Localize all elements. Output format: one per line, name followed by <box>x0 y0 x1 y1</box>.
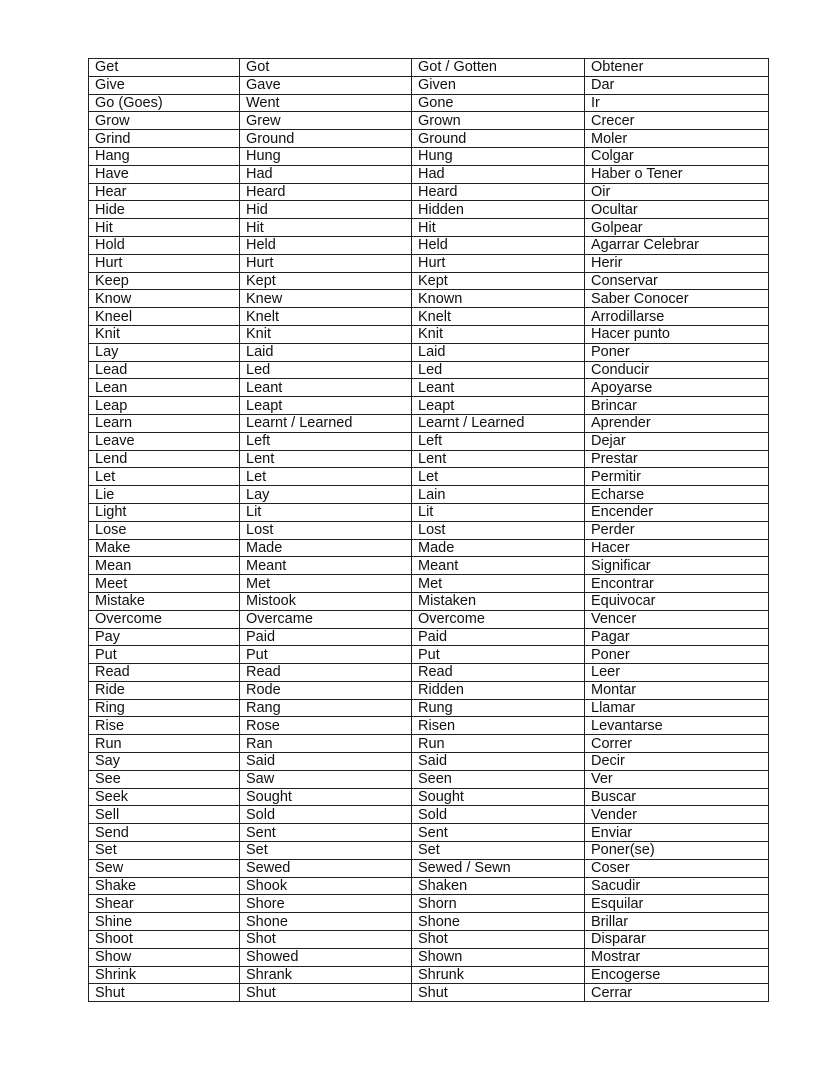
past-simple-cell: Held <box>240 236 412 254</box>
table-row <box>89 735 769 753</box>
table-row <box>89 112 769 130</box>
past-simple-cell: Leapt <box>240 397 412 415</box>
table-row <box>89 76 769 94</box>
base-form-cell: Hide <box>89 201 240 219</box>
table-row <box>89 147 769 165</box>
table-row <box>89 717 769 735</box>
past-simple-cell: Shore <box>240 895 412 913</box>
translation-cell: Brillar <box>585 913 769 931</box>
base-form-cell: Sew <box>89 859 240 877</box>
past-simple-cell: Set <box>240 842 412 860</box>
base-form-cell: Lend <box>89 450 240 468</box>
translation-cell: Hacer <box>585 539 769 557</box>
past-simple-cell: Lost <box>240 521 412 539</box>
past-participle-cell: Read <box>412 664 585 682</box>
translation-cell: Aprender <box>585 414 769 432</box>
past-simple-cell: Lay <box>240 486 412 504</box>
translation-cell: Enviar <box>585 824 769 842</box>
translation-cell: Pagar <box>585 628 769 646</box>
past-participle-cell: Ground <box>412 130 585 148</box>
past-participle-cell: Given <box>412 76 585 94</box>
translation-cell: Obtener <box>585 59 769 77</box>
past-participle-cell: Lit <box>412 503 585 521</box>
translation-cell: Poner <box>585 343 769 361</box>
table-row <box>89 254 769 272</box>
translation-cell: Apoyarse <box>585 379 769 397</box>
past-participle-cell: Left <box>412 432 585 450</box>
table-row <box>89 913 769 931</box>
base-form-cell: Ride <box>89 681 240 699</box>
base-form-cell: Seek <box>89 788 240 806</box>
base-form-cell: Lean <box>89 379 240 397</box>
translation-cell: Cerrar <box>585 984 769 1002</box>
base-form-cell: Mean <box>89 557 240 575</box>
past-participle-cell: Lain <box>412 486 585 504</box>
translation-cell: Encontrar <box>585 575 769 593</box>
past-participle-cell: Shown <box>412 948 585 966</box>
base-form-cell: Know <box>89 290 240 308</box>
translation-cell: Ocultar <box>585 201 769 219</box>
past-participle-cell: Shaken <box>412 877 585 895</box>
past-participle-cell: Rung <box>412 699 585 717</box>
base-form-cell: See <box>89 770 240 788</box>
past-participle-cell: Learnt / Learned <box>412 414 585 432</box>
past-simple-cell: Sought <box>240 788 412 806</box>
table-row <box>89 503 769 521</box>
table-row <box>89 130 769 148</box>
past-participle-cell: Risen <box>412 717 585 735</box>
translation-cell: Decir <box>585 753 769 771</box>
base-form-cell: Hurt <box>89 254 240 272</box>
past-participle-cell: Met <box>412 575 585 593</box>
translation-cell: Echarse <box>585 486 769 504</box>
past-participle-cell: Shrunk <box>412 966 585 984</box>
translation-cell: Perder <box>585 521 769 539</box>
translation-cell: Colgar <box>585 147 769 165</box>
table-row <box>89 94 769 112</box>
base-form-cell: Make <box>89 539 240 557</box>
past-participle-cell: Grown <box>412 112 585 130</box>
translation-cell: Coser <box>585 859 769 877</box>
past-participle-cell: Kept <box>412 272 585 290</box>
translation-cell: Levantarse <box>585 717 769 735</box>
past-simple-cell: Let <box>240 468 412 486</box>
translation-cell: Sacudir <box>585 877 769 895</box>
base-form-cell: Leap <box>89 397 240 415</box>
past-participle-cell: Laid <box>412 343 585 361</box>
table-row <box>89 272 769 290</box>
past-simple-cell: Learnt / Learned <box>240 414 412 432</box>
past-participle-cell: Hung <box>412 147 585 165</box>
past-participle-cell: Mistaken <box>412 592 585 610</box>
base-form-cell: Hear <box>89 183 240 201</box>
past-simple-cell: Sent <box>240 824 412 842</box>
past-participle-cell: Heard <box>412 183 585 201</box>
base-form-cell: Leave <box>89 432 240 450</box>
base-form-cell: Knit <box>89 325 240 343</box>
table-row <box>89 842 769 860</box>
translation-cell: Prestar <box>585 450 769 468</box>
table-row <box>89 219 769 237</box>
base-form-cell: Light <box>89 503 240 521</box>
translation-cell: Ir <box>585 94 769 112</box>
table-row <box>89 788 769 806</box>
table-row <box>89 681 769 699</box>
translation-cell: Encender <box>585 503 769 521</box>
translation-cell: Encogerse <box>585 966 769 984</box>
translation-cell: Agarrar Celebrar <box>585 236 769 254</box>
table-row <box>89 592 769 610</box>
table-row <box>89 59 769 77</box>
past-participle-cell: Sold <box>412 806 585 824</box>
past-participle-cell: Ridden <box>412 681 585 699</box>
past-participle-cell: Leant <box>412 379 585 397</box>
translation-cell: Leer <box>585 664 769 682</box>
translation-cell: Arrodillarse <box>585 308 769 326</box>
table-row <box>89 895 769 913</box>
base-form-cell: Show <box>89 948 240 966</box>
base-form-cell: Grow <box>89 112 240 130</box>
past-simple-cell: Got <box>240 59 412 77</box>
past-simple-cell: Hurt <box>240 254 412 272</box>
past-participle-cell: Shot <box>412 931 585 949</box>
past-participle-cell: Lost <box>412 521 585 539</box>
past-simple-cell: Put <box>240 646 412 664</box>
table-row <box>89 859 769 877</box>
base-form-cell: Read <box>89 664 240 682</box>
table-row <box>89 468 769 486</box>
table-row <box>89 539 769 557</box>
past-participle-cell: Had <box>412 165 585 183</box>
translation-cell: Hacer punto <box>585 325 769 343</box>
table-row <box>89 948 769 966</box>
base-form-cell: Meet <box>89 575 240 593</box>
base-form-cell: Lose <box>89 521 240 539</box>
past-simple-cell: Meant <box>240 557 412 575</box>
base-form-cell: Pay <box>89 628 240 646</box>
past-participle-cell: Hurt <box>412 254 585 272</box>
past-simple-cell: Gave <box>240 76 412 94</box>
past-simple-cell: Laid <box>240 343 412 361</box>
past-participle-cell: Said <box>412 753 585 771</box>
past-simple-cell: Paid <box>240 628 412 646</box>
past-simple-cell: Leant <box>240 379 412 397</box>
table-row <box>89 379 769 397</box>
past-participle-cell: Lent <box>412 450 585 468</box>
past-simple-cell: Showed <box>240 948 412 966</box>
base-form-cell: Have <box>89 165 240 183</box>
past-simple-cell: Led <box>240 361 412 379</box>
past-participle-cell: Let <box>412 468 585 486</box>
translation-cell: Vencer <box>585 610 769 628</box>
table-row <box>89 521 769 539</box>
past-participle-cell: Made <box>412 539 585 557</box>
past-simple-cell: Made <box>240 539 412 557</box>
translation-cell: Mostrar <box>585 948 769 966</box>
translation-cell: Golpear <box>585 219 769 237</box>
translation-cell: Correr <box>585 735 769 753</box>
base-form-cell: Shrink <box>89 966 240 984</box>
translation-cell: Vender <box>585 806 769 824</box>
table-row <box>89 397 769 415</box>
past-participle-cell: Sent <box>412 824 585 842</box>
table-row <box>89 450 769 468</box>
irregular-verbs-table <box>88 58 769 1002</box>
past-participle-cell: Shone <box>412 913 585 931</box>
past-simple-cell: Rose <box>240 717 412 735</box>
past-simple-cell: Said <box>240 753 412 771</box>
past-participle-cell: Knelt <box>412 308 585 326</box>
past-participle-cell: Led <box>412 361 585 379</box>
base-form-cell: Set <box>89 842 240 860</box>
table-row <box>89 628 769 646</box>
past-simple-cell: Shone <box>240 913 412 931</box>
past-participle-cell: Sewed / Sewn <box>412 859 585 877</box>
table-body <box>89 59 769 1002</box>
past-participle-cell: Shut <box>412 984 585 1002</box>
past-participle-cell: Leapt <box>412 397 585 415</box>
past-participle-cell: Seen <box>412 770 585 788</box>
past-participle-cell: Hidden <box>412 201 585 219</box>
table-row <box>89 432 769 450</box>
base-form-cell: Sell <box>89 806 240 824</box>
translation-cell: Montar <box>585 681 769 699</box>
past-simple-cell: Overcame <box>240 610 412 628</box>
translation-cell: Conducir <box>585 361 769 379</box>
table-row <box>89 308 769 326</box>
translation-cell: Haber o Tener <box>585 165 769 183</box>
translation-cell: Poner(se) <box>585 842 769 860</box>
past-participle-cell: Set <box>412 842 585 860</box>
past-participle-cell: Shorn <box>412 895 585 913</box>
past-simple-cell: Mistook <box>240 592 412 610</box>
past-simple-cell: Read <box>240 664 412 682</box>
past-simple-cell: Grew <box>240 112 412 130</box>
past-simple-cell: Shut <box>240 984 412 1002</box>
table-row <box>89 557 769 575</box>
table-row <box>89 646 769 664</box>
table-row <box>89 325 769 343</box>
base-form-cell: Overcome <box>89 610 240 628</box>
base-form-cell: Go (Goes) <box>89 94 240 112</box>
base-form-cell: Shut <box>89 984 240 1002</box>
past-simple-cell: Saw <box>240 770 412 788</box>
table-row <box>89 201 769 219</box>
translation-cell: Herir <box>585 254 769 272</box>
past-simple-cell: Hit <box>240 219 412 237</box>
base-form-cell: Shine <box>89 913 240 931</box>
past-simple-cell: Ran <box>240 735 412 753</box>
past-simple-cell: Rode <box>240 681 412 699</box>
base-form-cell: Let <box>89 468 240 486</box>
table-row <box>89 165 769 183</box>
table-row <box>89 664 769 682</box>
past-participle-cell: Meant <box>412 557 585 575</box>
past-simple-cell: Knew <box>240 290 412 308</box>
translation-cell: Crecer <box>585 112 769 130</box>
translation-cell: Oir <box>585 183 769 201</box>
translation-cell: Poner <box>585 646 769 664</box>
table-row <box>89 414 769 432</box>
past-simple-cell: Kept <box>240 272 412 290</box>
past-simple-cell: Hung <box>240 147 412 165</box>
past-simple-cell: Heard <box>240 183 412 201</box>
past-participle-cell: Gone <box>412 94 585 112</box>
translation-cell: Disparar <box>585 931 769 949</box>
base-form-cell: Keep <box>89 272 240 290</box>
table-row <box>89 753 769 771</box>
past-simple-cell: Lent <box>240 450 412 468</box>
past-participle-cell: Paid <box>412 628 585 646</box>
past-simple-cell: Shot <box>240 931 412 949</box>
past-simple-cell: Met <box>240 575 412 593</box>
past-simple-cell: Sewed <box>240 859 412 877</box>
base-form-cell: Shear <box>89 895 240 913</box>
past-simple-cell: Shook <box>240 877 412 895</box>
translation-cell: Saber Conocer <box>585 290 769 308</box>
past-participle-cell: Held <box>412 236 585 254</box>
past-participle-cell: Sought <box>412 788 585 806</box>
base-form-cell: Shoot <box>89 931 240 949</box>
translation-cell: Buscar <box>585 788 769 806</box>
past-participle-cell: Put <box>412 646 585 664</box>
base-form-cell: Rise <box>89 717 240 735</box>
table-row <box>89 966 769 984</box>
base-form-cell: Shake <box>89 877 240 895</box>
base-form-cell: Run <box>89 735 240 753</box>
table-row <box>89 183 769 201</box>
base-form-cell: Get <box>89 59 240 77</box>
table-row <box>89 343 769 361</box>
past-participle-cell: Hit <box>412 219 585 237</box>
past-simple-cell: Left <box>240 432 412 450</box>
table-row <box>89 984 769 1002</box>
translation-cell: Esquilar <box>585 895 769 913</box>
translation-cell: Dar <box>585 76 769 94</box>
base-form-cell: Lay <box>89 343 240 361</box>
base-form-cell: Learn <box>89 414 240 432</box>
translation-cell: Llamar <box>585 699 769 717</box>
past-simple-cell: Had <box>240 165 412 183</box>
base-form-cell: Hang <box>89 147 240 165</box>
base-form-cell: Say <box>89 753 240 771</box>
translation-cell: Moler <box>585 130 769 148</box>
past-participle-cell: Knit <box>412 325 585 343</box>
translation-cell: Permitir <box>585 468 769 486</box>
base-form-cell: Grind <box>89 130 240 148</box>
past-simple-cell: Hid <box>240 201 412 219</box>
base-form-cell: Kneel <box>89 308 240 326</box>
translation-cell: Brincar <box>585 397 769 415</box>
table-row <box>89 770 769 788</box>
base-form-cell: Hold <box>89 236 240 254</box>
table-row <box>89 610 769 628</box>
base-form-cell: Give <box>89 76 240 94</box>
base-form-cell: Lie <box>89 486 240 504</box>
table-row <box>89 806 769 824</box>
past-simple-cell: Ground <box>240 130 412 148</box>
past-simple-cell: Lit <box>240 503 412 521</box>
table-row <box>89 361 769 379</box>
translation-cell: Conservar <box>585 272 769 290</box>
base-form-cell: Hit <box>89 219 240 237</box>
past-simple-cell: Knelt <box>240 308 412 326</box>
past-simple-cell: Sold <box>240 806 412 824</box>
past-participle-cell: Run <box>412 735 585 753</box>
translation-cell: Equivocar <box>585 592 769 610</box>
table-row <box>89 699 769 717</box>
base-form-cell: Send <box>89 824 240 842</box>
past-simple-cell: Knit <box>240 325 412 343</box>
table-row <box>89 236 769 254</box>
past-participle-cell: Overcome <box>412 610 585 628</box>
past-participle-cell: Got / Gotten <box>412 59 585 77</box>
base-form-cell: Mistake <box>89 592 240 610</box>
base-form-cell: Put <box>89 646 240 664</box>
base-form-cell: Ring <box>89 699 240 717</box>
table-row <box>89 486 769 504</box>
base-form-cell: Lead <box>89 361 240 379</box>
past-simple-cell: Rang <box>240 699 412 717</box>
past-simple-cell: Went <box>240 94 412 112</box>
table-row <box>89 290 769 308</box>
table-row <box>89 877 769 895</box>
table-row <box>89 824 769 842</box>
table-row <box>89 931 769 949</box>
translation-cell: Dejar <box>585 432 769 450</box>
past-participle-cell: Known <box>412 290 585 308</box>
translation-cell: Ver <box>585 770 769 788</box>
table-row <box>89 575 769 593</box>
past-simple-cell: Shrank <box>240 966 412 984</box>
translation-cell: Significar <box>585 557 769 575</box>
